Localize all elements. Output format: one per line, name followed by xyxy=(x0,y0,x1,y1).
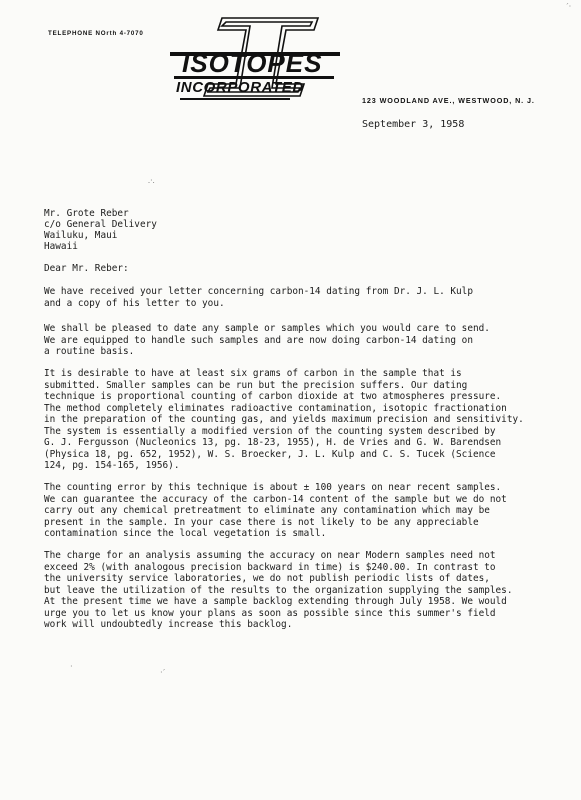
recipient-line: Hawaii xyxy=(44,241,78,252)
scan-mark: · xyxy=(70,662,73,671)
paragraph-line: in the preparation of the counting gas, and yields maximum precision and sensitivity. xyxy=(44,414,524,425)
scan-mark: ´· xyxy=(566,2,572,11)
paragraph-line: technique is proportional counting of carbon dioxide at two atmospheres pressure. xyxy=(44,391,502,402)
company-name-line1: ISOTOPES xyxy=(182,48,323,78)
company-name-line2: INCORPORATED xyxy=(176,79,304,96)
paragraph-line: and a copy of his letter to you. xyxy=(44,297,225,309)
paragraph-line: The system is essentially a modified version of the counting system described by xyxy=(44,425,496,437)
company-address: 123 WOODLAND AVE., WESTWOOD, N. J. xyxy=(362,96,535,105)
recipient-line: c/o General Delivery xyxy=(44,219,157,230)
scan-mark: .·. xyxy=(148,176,155,185)
paragraph-line: urge you to let us know your plans as soon as possible since this summer's field xyxy=(44,607,496,619)
paragraph-line: G. J. Fergusson (Nucleonics 13, pg. 18-23, 1955), H. de Vries and G. W. Barendsen xyxy=(44,437,502,448)
paragraph-line: work will undoubtedly increase this backlog. xyxy=(44,619,293,630)
salutation: Dear Mr. Reber: xyxy=(44,263,129,274)
paragraph-line: We shall be pleased to date any sample or samples which you would care to send. xyxy=(44,323,490,334)
body-paragraph xyxy=(44,286,544,309)
paragraph-line: We have received your letter concerning carbon-14 dating from Dr. J. L. Kulp xyxy=(44,286,473,297)
recipient-line: Wailuku, Maui xyxy=(44,230,118,241)
letter-date: September 3, 1958 xyxy=(362,119,465,130)
paragraph-line: submitted. Smaller samples can be run but the precision suffers. Our dating xyxy=(44,379,468,391)
body-paragraph xyxy=(44,323,544,358)
body-paragraph xyxy=(44,368,544,472)
company-logo xyxy=(160,12,360,107)
body-paragraph xyxy=(44,550,544,631)
paragraph-line: (Physica 18, pg. 652, 1952), W. S. Broecker, J. L. Kulp and C. S. Tucek (Science xyxy=(44,448,496,460)
paragraph-line: carry out any chemical pretreatment to eliminate any contamination which may be xyxy=(44,505,490,516)
scan-mark: ·´ xyxy=(160,668,166,677)
recipient-address xyxy=(44,208,157,252)
paragraph-line: We are equipped to handle such samples and are now doing carbon-14 dating on xyxy=(44,334,473,346)
paragraph-line: the university service laboratories, we do not publish periodic lists of dates, xyxy=(44,573,490,584)
paragraph-line: We can guarantee the accuracy of the carbon-14 content of the sample but we do not xyxy=(44,493,507,505)
paragraph-line: but leave the utilization of the results to the organization supplying the samples. xyxy=(44,584,513,596)
paragraph-line: It is desirable to have at least six grams of carbon in the sample that is xyxy=(44,368,462,379)
paragraph-line: contamination since the local vegetation is small. xyxy=(44,528,327,539)
paragraph-line: present in the sample. In your case there is not likely to be any appreciable xyxy=(44,516,479,528)
paragraph-line: The method completely eliminates radioactive contamination, isotopic fractionation xyxy=(44,402,507,414)
recipient-line: Mr. Grote Reber xyxy=(44,208,129,219)
paragraph-line: At the present time we have a sample backlog extending through July 1958. We would xyxy=(44,596,507,607)
paragraph-line: The counting error by this technique is about ± 100 years on near recent samples. xyxy=(44,482,502,493)
paragraph-line: 124, pg. 154-165, 1956). xyxy=(44,460,180,471)
paragraph-line: The charge for an analysis assuming the accuracy on near Modern samples need not xyxy=(44,550,496,561)
body-paragraph xyxy=(44,482,544,540)
paragraph-line: a routine basis. xyxy=(44,346,135,357)
logo-graphic xyxy=(160,12,360,107)
telephone-number: TELEPHONE NOrth 4-7070 xyxy=(48,30,144,37)
paragraph-line: exceed 2% (with analogous precision backward in time) is $240.00. In contrast to xyxy=(44,561,496,573)
